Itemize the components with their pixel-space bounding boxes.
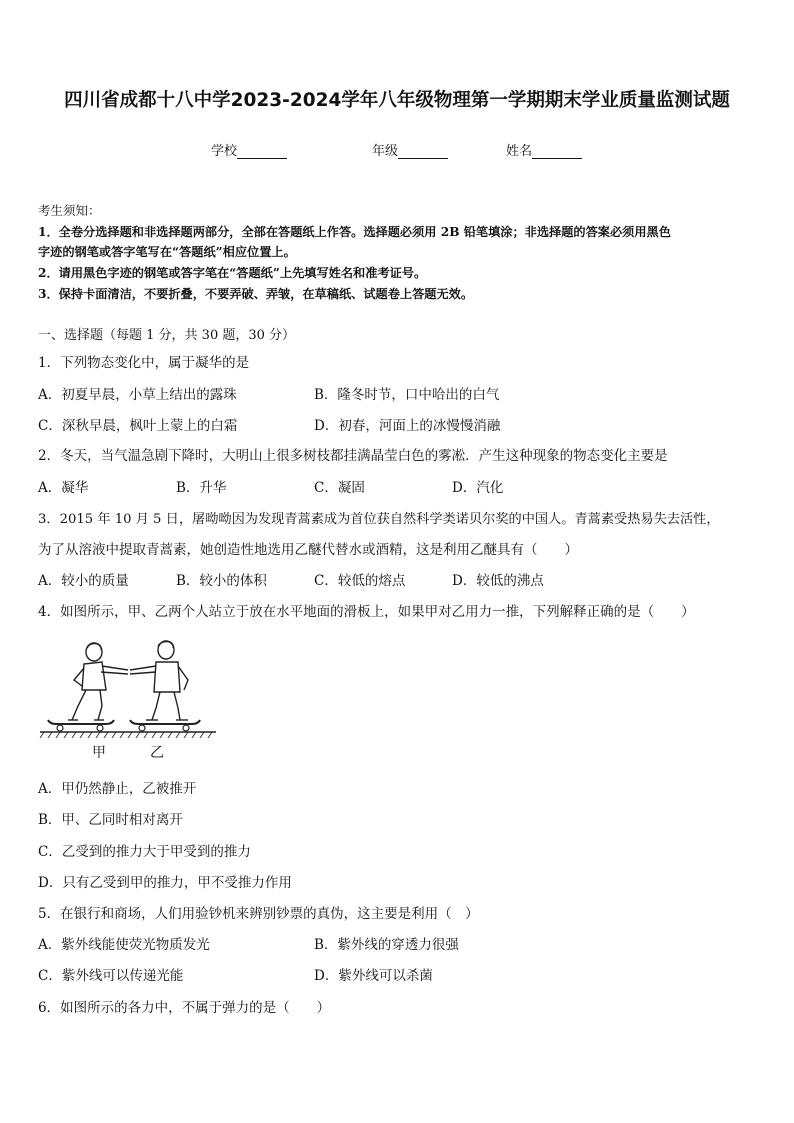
- q2-option-c: C．凝固: [314, 480, 365, 496]
- notice-line-1a: 1．全卷分选择题和非选择题两部分，全部在答题纸上作答。选择题必须用 2B 铅笔填涂；非选择题的答案必须用黑色: [38, 225, 671, 239]
- q5-option-d: D．紫外线可以杀菌: [314, 968, 433, 984]
- notice-line-2: 2．请用黑色字迹的钢笔或答字笔在“答题纸”上先填写姓名和准考证号。: [38, 266, 427, 280]
- q4-stem: 4．如图所示，甲、乙两个人站立于放在水平地面的滑板上，如果甲对乙用力一推，下列解释正确的是（ ）: [38, 604, 695, 620]
- section-heading: 一、选择题（每题 1 分，共 30 题，30 分）: [38, 328, 296, 343]
- q2-stem: 2．冬天，当气温急剧下降时，大明山上很多树枝都挂满晶莹白色的雾凇．产生这种现象的物态变化主要是: [38, 448, 668, 464]
- figure-label-yi: 乙: [150, 745, 164, 761]
- q1-option-d: D．初春，河面上的冰慢慢消融: [314, 418, 501, 434]
- q1-stem: 1．下列物态变化中，属于凝华的是: [38, 355, 250, 371]
- q5-stem: 5．在银行和商场，人们用验钞机来辨别钞票的真伪，这主要是利用（ ）: [38, 906, 479, 922]
- grade-blank: [398, 144, 448, 159]
- grade-label: 年级: [372, 144, 399, 159]
- q5-option-b: B．紫外线的穿透力很强: [314, 937, 459, 953]
- q4-option-c: C．乙受到的推力大于甲受到的推力: [38, 844, 251, 860]
- q6-stem: 6．如图所示的各力中，不属于弹力的是（ ）: [38, 1000, 331, 1016]
- q2-option-d: D．汽化: [452, 480, 504, 496]
- name-blank: [532, 144, 582, 159]
- skateboard-push-figure: [38, 640, 218, 765]
- q5-option-a: A．紫外线能使荧光物质发光: [38, 937, 210, 953]
- q5-option-c: C．紫外线可以传递光能: [38, 968, 184, 984]
- q4-option-d: D．只有乙受到甲的推力，甲不受推力作用: [38, 875, 292, 891]
- school-field: [211, 140, 287, 159]
- q4-option-a: A．甲仍然静止，乙被推开: [38, 781, 197, 797]
- q1-option-a: A．初夏早晨，小草上结出的露珠: [38, 387, 237, 403]
- name-field: [506, 140, 582, 159]
- skateboard-illustration: [38, 640, 218, 740]
- q3-option-a: A．较小的质量: [38, 573, 129, 589]
- school-blank: [237, 144, 287, 159]
- figure-label-jia: 甲: [92, 745, 106, 761]
- notice-line-3: 3．保持卡面清洁，不要折叠，不要弄破、弄皱，在草稿纸、试题卷上答题无效。: [38, 287, 474, 301]
- q2-option-b: B．升华: [176, 480, 227, 496]
- q1-option-b: B．隆冬时节，口中哈出的白气: [314, 387, 500, 403]
- q4-option-b: B．甲、乙同时相对离开: [38, 812, 183, 828]
- exam-title: 四川省成都十八中学2023-2024学年八年级物理第一学期期末学业质量监测试题: [64, 90, 730, 111]
- q3-stem-line-2: 为了从溶液中提取青蒿素，她创造性地选用乙醚代替水或酒精，这是利用乙醚具有（ ）: [38, 542, 578, 558]
- q2-option-a: A．凝华: [38, 480, 89, 496]
- q3-option-d: D．较低的沸点: [452, 573, 544, 589]
- q3-option-c: C．较低的熔点: [314, 573, 406, 589]
- q3-option-b: B．较小的体积: [176, 573, 267, 589]
- notice-line-1b: 字迹的钢笔或答字笔写在“答题纸”相应位置上。: [38, 245, 296, 259]
- notice-heading: 考生须知：: [38, 203, 101, 218]
- q3-stem-line-1: 3．2015 年 10 月 5 日，屠呦呦因为发现青蒿素成为首位获自然科学类诺贝尔奖的中国人。青蒿素受热易失去活性，: [38, 512, 720, 527]
- school-label: 学校: [211, 144, 238, 159]
- grade-field: [372, 140, 448, 159]
- q1-option-c: C．深秋早晨，枫叶上蒙上的白霜: [38, 418, 238, 434]
- name-label: 姓名: [506, 144, 533, 159]
